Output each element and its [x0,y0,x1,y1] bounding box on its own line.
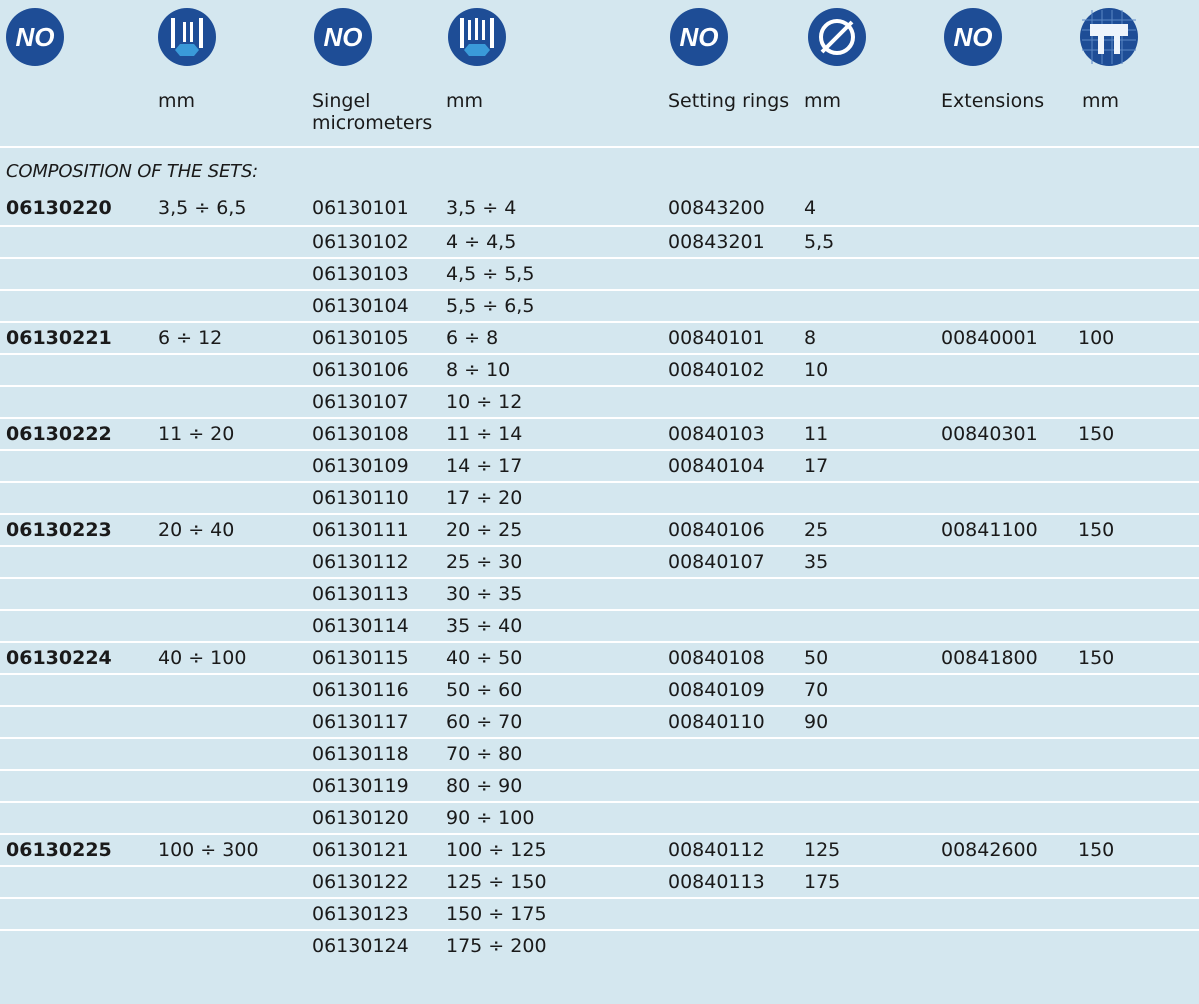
icon-header-row [0,0,1199,70]
extension-number: 00841800 [941,647,1038,669]
table-row [0,481,1199,513]
svg-text:NO: NO [953,22,993,52]
set-range: 40 ÷ 100 [158,647,247,669]
table-row [0,769,1199,801]
setting-ring-mm: 4 [804,197,817,219]
table-row [0,641,1199,673]
micrometer-range: 60 ÷ 70 [446,711,523,733]
diameter-icon [806,6,868,68]
svg-text:NO: NO [323,22,363,52]
setting-ring-mm: 35 [804,551,829,573]
setting-ring-number: 00840110 [668,711,765,733]
micrometer-number: 06130106 [312,359,409,381]
micrometer-range: 5,5 ÷ 6,5 [446,295,535,317]
setting-ring-mm: 90 [804,711,829,733]
table-row [0,609,1199,641]
header-col-ring-mm: mm [804,90,842,112]
setting-ring-number: 00840112 [668,839,765,861]
extension-mm: 150 [1078,519,1115,541]
micrometer-number: 06130119 [312,775,409,797]
micrometer-range: 125 ÷ 150 [446,871,547,893]
micrometer-number: 06130102 [312,231,409,253]
micrometer-range: 40 ÷ 50 [446,647,523,669]
svg-text:NO: NO [15,22,55,52]
micrometer-number: 06130110 [312,487,409,509]
micrometer-range: 4 ÷ 4,5 [446,231,517,253]
setting-ring-mm: 10 [804,359,829,381]
micrometer-number: 06130122 [312,871,409,893]
micrometer-range: 25 ÷ 30 [446,551,523,573]
table-row [0,833,1199,865]
set-range: 11 ÷ 20 [158,423,235,445]
svg-text:NO: NO [679,22,719,52]
micrometer-range: 14 ÷ 17 [446,455,523,477]
table-row [0,897,1199,929]
table-row [0,737,1199,769]
micrometer-number: 06130113 [312,583,409,605]
table-row [0,801,1199,833]
table-row [0,385,1199,417]
micrometer-head-range-icon [446,6,508,68]
setting-ring-number: 00840103 [668,423,765,445]
micrometer-range: 8 ÷ 10 [446,359,511,381]
micrometer-number: 06130112 [312,551,409,573]
setting-ring-mm: 50 [804,647,829,669]
header-col-extensions: Extensions [941,90,1045,112]
set-number: 06130223 [6,519,112,541]
micrometer-range: 70 ÷ 80 [446,743,523,765]
table-row [0,545,1199,577]
table-row [0,577,1199,609]
extension-number: 00840301 [941,423,1038,445]
micrometer-range: 175 ÷ 200 [446,935,547,957]
micrometer-range: 30 ÷ 35 [446,583,523,605]
set-number: 06130220 [6,197,112,219]
micrometer-range: 6 ÷ 8 [446,327,499,349]
table-row [0,865,1199,897]
table-row [0,193,1199,225]
extension-number: 00840001 [941,327,1038,349]
table-row [0,513,1199,545]
table-row [0,257,1199,289]
micrometer-range: 100 ÷ 125 [446,839,547,861]
table-row [0,225,1199,257]
no-badge-icon [942,6,1004,68]
extension-caliper-icon [1078,6,1140,68]
micrometer-number: 06130108 [312,423,409,445]
micrometer-number: 06130104 [312,295,409,317]
micrometer-range: 17 ÷ 20 [446,487,523,509]
no-badge-icon [312,6,374,68]
setting-ring-mm: 125 [804,839,841,861]
micrometer-number: 06130118 [312,743,409,765]
no-badge-icon [668,6,730,68]
set-range: 3,5 ÷ 6,5 [158,197,247,219]
setting-ring-mm: 175 [804,871,841,893]
table-row [0,929,1199,961]
micrometer-number: 06130116 [312,679,409,701]
bore-gauge-range-icon [156,6,218,68]
no-badge-icon [4,6,66,68]
set-number: 06130222 [6,423,112,445]
extension-mm: 150 [1078,647,1115,669]
micrometer-number: 06130107 [312,391,409,413]
extension-mm: 100 [1078,327,1115,349]
set-range: 6 ÷ 12 [158,327,223,349]
extension-number: 00841100 [941,519,1038,541]
table-body [0,193,1199,961]
setting-ring-number: 00840102 [668,359,765,381]
extension-mm: 150 [1078,839,1115,861]
micrometer-range: 90 ÷ 100 [446,807,535,829]
micrometer-number: 06130120 [312,807,409,829]
set-range: 100 ÷ 300 [158,839,259,861]
micrometer-number: 06130121 [312,839,409,861]
micrometer-number: 06130105 [312,327,409,349]
setting-ring-number: 00840108 [668,647,765,669]
setting-ring-mm: 70 [804,679,829,701]
set-number: 06130225 [6,839,112,861]
micrometer-range: 50 ÷ 60 [446,679,523,701]
setting-ring-number: 00840109 [668,679,765,701]
setting-ring-number: 00840104 [668,455,765,477]
micrometer-number: 06130114 [312,615,409,637]
setting-ring-mm: 25 [804,519,829,541]
header-divider [0,146,1199,148]
micrometer-number: 06130117 [312,711,409,733]
micrometer-number: 06130123 [312,903,409,925]
table-row [0,353,1199,385]
set-number: 06130221 [6,327,112,349]
micrometer-range: 4,5 ÷ 5,5 [446,263,535,285]
micrometer-number: 06130103 [312,263,409,285]
table-row [0,449,1199,481]
table-row [0,417,1199,449]
micrometer-range: 3,5 ÷ 4 [446,197,517,219]
table-row [0,673,1199,705]
header-col-extension-mm: mm [1082,90,1120,112]
composition-label: COMPOSITION OF THE SETS: [6,161,259,182]
setting-ring-number: 00840106 [668,519,765,541]
table-row [0,321,1199,353]
micrometer-range: 10 ÷ 12 [446,391,523,413]
extension-number: 00842600 [941,839,1038,861]
setting-ring-number: 00840113 [668,871,765,893]
header-col-micrometer-mm: mm [446,90,484,112]
table-row [0,289,1199,321]
extension-mm: 150 [1078,423,1115,445]
setting-ring-mm: 17 [804,455,829,477]
set-number: 06130224 [6,647,112,669]
header-col-set-mm: mm [158,90,196,112]
setting-ring-number: 00843200 [668,197,765,219]
micrometer-number: 06130115 [312,647,409,669]
setting-ring-number: 00843201 [668,231,765,253]
table-row [0,705,1199,737]
setting-ring-mm: 5,5 [804,231,835,253]
micrometer-range: 35 ÷ 40 [446,615,523,637]
micrometer-number: 06130109 [312,455,409,477]
micrometer-range: 20 ÷ 25 [446,519,523,541]
setting-ring-number: 00840101 [668,327,765,349]
setting-ring-number: 00840107 [668,551,765,573]
setting-ring-mm: 11 [804,423,829,445]
micrometer-number: 06130111 [312,519,409,541]
header-col-micrometers: Singel micrometers [312,90,433,134]
micrometer-range: 80 ÷ 90 [446,775,523,797]
micrometer-number: 06130101 [312,197,409,219]
micrometer-range: 150 ÷ 175 [446,903,547,925]
header-col-setting-rings: Setting rings [668,90,790,112]
micrometer-number: 06130124 [312,935,409,957]
set-range: 20 ÷ 40 [158,519,235,541]
setting-ring-mm: 8 [804,327,817,349]
micrometer-range: 11 ÷ 14 [446,423,523,445]
